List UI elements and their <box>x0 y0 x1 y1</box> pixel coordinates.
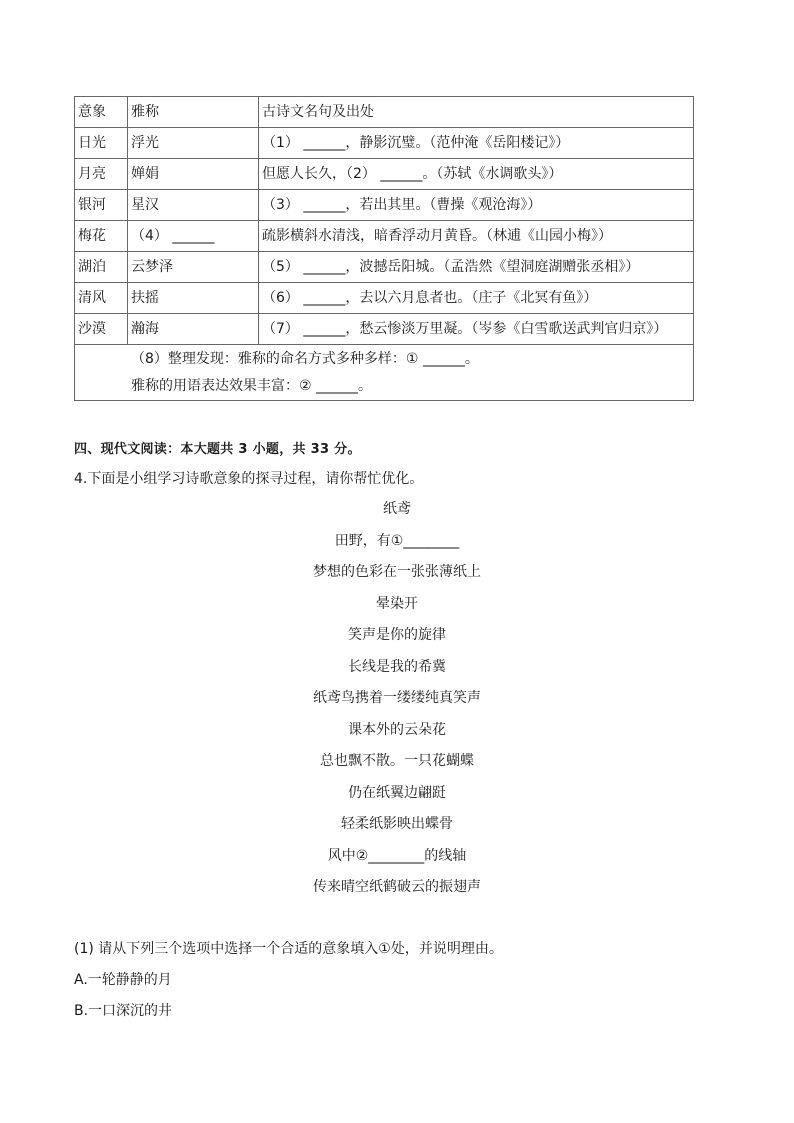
table-cell: 扶摇 <box>128 283 259 314</box>
imagery-table-body <box>75 97 694 401</box>
table-header-row <box>75 97 694 128</box>
table-cell: 清风 <box>75 283 128 314</box>
poem-line: 田野，有①________ <box>334 532 460 549</box>
poem-title: 纸鸢 <box>383 501 411 517</box>
table-cell: 但愿人长久，（2） ______。（苏轼《水调歌头》） <box>259 159 694 190</box>
table-row <box>75 190 694 221</box>
poem-line: 轻柔纸影映出蝶骨 <box>341 816 453 832</box>
table-cell: （4） ______ <box>128 221 259 252</box>
poem-line: 仍在纸翼边翩跹 <box>348 784 446 801</box>
poem-line: 笑声是你的旋律 <box>348 627 446 643</box>
table-cell: （1） ______，静影沉璧。（范仲淹《岳阳楼记》） <box>259 128 694 159</box>
table-cell: （7） ______，愁云惨淡万里凝。（岑参《白雪歌送武判官归京》） <box>259 314 694 345</box>
table-cell: （6） ______，去以六月息者也。（庄子《北冥有鱼》） <box>259 283 694 314</box>
table-row <box>75 283 694 314</box>
table-cell: （5） ______，波撼岳阳城。（孟浩然《望洞庭湖赠张丞相》） <box>259 252 694 283</box>
imagery-table <box>74 96 694 401</box>
summary-note-line-2: 雅称的用语表达效果丰富：② ______。 <box>131 377 373 394</box>
summary-note-line-1: （8）整理发现：雅称的命名方式多种多样：① ______。 <box>131 350 479 367</box>
table-row <box>75 128 694 159</box>
table-cell: 日光 <box>75 128 128 159</box>
table-cell: （3） ______，若出其里。（曹操《观沧海》） <box>259 190 694 221</box>
table-cell: 银河 <box>75 190 128 221</box>
header-cell-quote-source: 古诗文名句及出处 <box>259 97 694 128</box>
option-b: B.一口深沉的井 <box>74 1003 173 1019</box>
section-heading: 四、现代文阅读：本大题共 3 小题，共 33 分。 <box>74 442 361 457</box>
task-instruction: (1) 请从下列三个选项中选择一个合适的意象填入①处，并说明理由。 <box>74 941 503 957</box>
poem-line: 梦想的色彩在一张张薄纸上 <box>313 564 481 580</box>
table-cell: 星汉 <box>128 190 259 221</box>
header-cell-elegant-name: 雅称 <box>128 97 259 128</box>
table-cell: 云梦泽 <box>128 252 259 283</box>
table-cell: 月亮 <box>75 159 128 190</box>
poem-line: 晕染开 <box>376 595 418 612</box>
question-prompt: 4.下面是小组学习诗歌意象的探寻过程，请你帮忙优化。 <box>74 471 424 487</box>
option-a: A.一轮静静的月 <box>74 972 172 988</box>
summary-note-cell <box>75 345 694 401</box>
table-cell: 疏影横斜水清浅，暗香浮动月黄昏。（林逋《山园小梅》） <box>259 221 694 252</box>
table-row <box>75 252 694 283</box>
poem-line: 风中②________的线轴 <box>327 847 467 864</box>
table-cell: 瀚海 <box>128 314 259 345</box>
table-note-row <box>75 345 694 401</box>
table-cell: 婵娟 <box>128 159 259 190</box>
poem-line: 传来晴空纸鹤破云的振翅声 <box>313 879 481 895</box>
table-cell: 浮光 <box>128 128 259 159</box>
header-cell-imagery: 意象 <box>75 97 128 128</box>
table-cell: 梅花 <box>75 221 128 252</box>
poem-line: 课本外的云朵花 <box>348 721 446 738</box>
table-row <box>75 221 694 252</box>
poem-line: 总也飘不散。一只花蝴蝶 <box>320 753 474 769</box>
table-row <box>75 314 694 345</box>
poem-line: 长线是我的希冀 <box>348 658 446 675</box>
table-cell: 沙漠 <box>75 314 128 345</box>
poem <box>0 498 794 908</box>
poem-line: 纸鸢鸟携着一缕缕纯真笑声 <box>313 690 481 706</box>
table-cell: 湖泊 <box>75 252 128 283</box>
table-row <box>75 159 694 190</box>
